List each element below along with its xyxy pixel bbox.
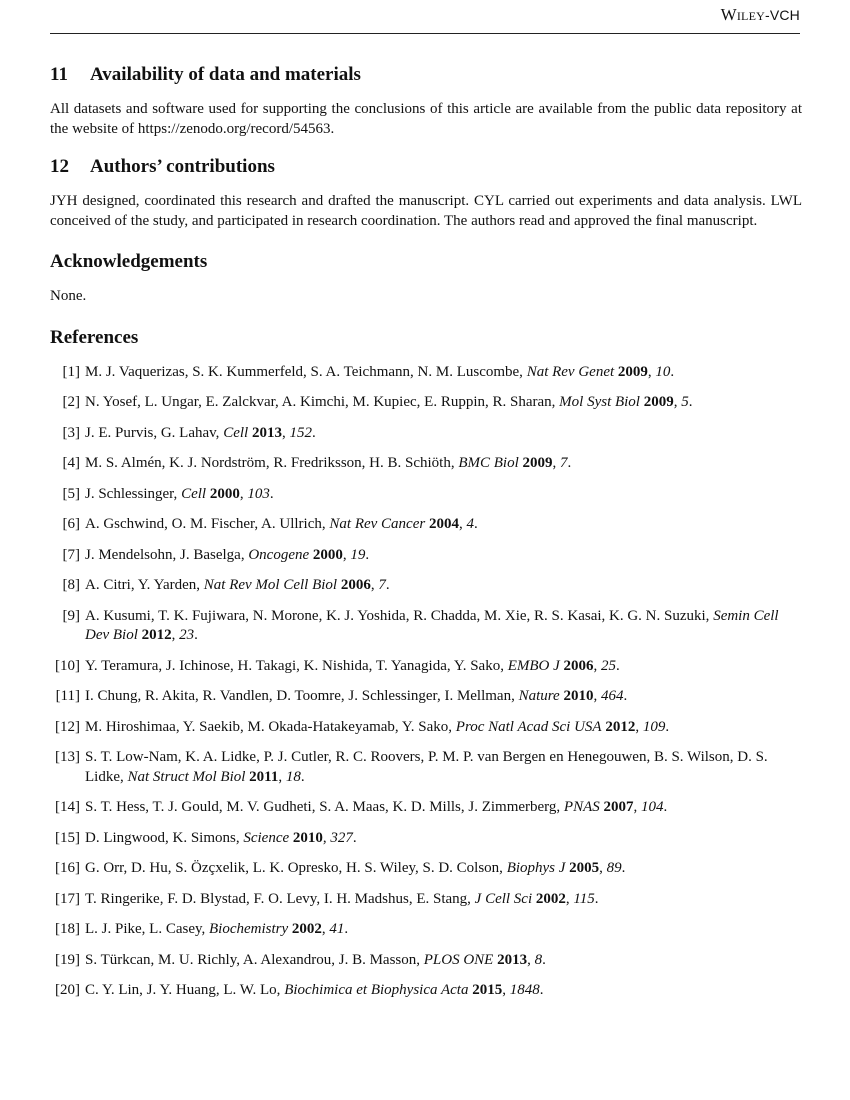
reference-item: [19] S. Türkcan, M. U. Richly, A. Alexandrou, J. B. Masson, PLOS ONE 2013, 8. [50, 951, 802, 971]
reference-year: 2013 [497, 951, 528, 968]
reference-journal: Biochemistry [209, 921, 289, 937]
reference-volume: 7 [378, 577, 386, 593]
reference-item: [16] G. Orr, D. Hu, S. Özçxelik, L. K. Opresko, H. S. Wiley, S. D. Colson, Biophys J 2005, 89. [50, 859, 802, 879]
reference-volume: 19 [350, 546, 366, 563]
reference-year: 2012 [141, 627, 172, 643]
reference-authors: M. J. Vaquerizas, S. K. Kummerfeld, S. A. Teichmann, N. M. Luscombe, [85, 363, 523, 380]
reference-journal: Semin Cell Dev Biol [85, 607, 779, 643]
reference-journal: J Cell Sci [474, 890, 533, 907]
reference-authors: G. Orr, D. Hu, S. Özçxelik, L. K. Opresko, H. S. Wiley, S. D. Colson, [85, 860, 503, 876]
reference-authors: Y. Teramura, J. Ichinose, H. Takagi, K. Nishida, T. Yanagida, Y. Sako, [85, 657, 504, 674]
reference-year: 2000 [312, 546, 343, 563]
reference-number: [5] [62, 485, 80, 502]
reference-volume: 5 [681, 394, 689, 410]
reference-journal: Biophys J [506, 860, 566, 876]
section-title: Authors’ contributions [90, 156, 275, 177]
reference-journal: Nature [518, 688, 560, 704]
reference-number: [10] [55, 657, 80, 674]
reference-item: [15] D. Lingwood, K. Simons, Science 2010, 327. [50, 829, 802, 849]
reference-authors: S. T. Low-Nam, K. A. Lidke, P. J. Cutler, R. C. Roovers, P. M. P. van Bergen en Henegouwen, B. S. Wilson, D. S. Lidke, [85, 749, 768, 785]
reference-number: [16] [55, 860, 80, 876]
reference-item: [11] I. Chung, R. Akita, R. Vandlen, D. Toomre, J. Schlessinger, I. Mellman, Nature 2010, 464. [50, 687, 802, 707]
reference-number: [20] [55, 982, 80, 998]
reference-year: 2009 [617, 363, 648, 380]
reference-year: 2002 [535, 890, 566, 907]
page-header [50, 0, 800, 34]
reference-item: [8] A. Citri, Y. Yarden, Nat Rev Mol Cell Biol 2006, 7. [50, 576, 802, 596]
reference-year: 2011 [249, 768, 279, 785]
reference-authors: S. Türkcan, M. U. Richly, A. Alexandrou, J. B. Masson, [85, 951, 420, 968]
reference-volume: 1848 [509, 982, 540, 998]
reference-authors: J. Schlessinger, [85, 485, 178, 502]
section-number: 11 [50, 64, 68, 85]
reference-journal: Cell [181, 485, 207, 502]
reference-item: [13] S. T. Low-Nam, K. A. Lidke, P. J. Cutler, R. C. Roovers, P. M. P. van Bergen en Henegouwen, B. S. Wilson, D. S. Lidke, Nat Struct Mol Biol 2011, 18. [50, 748, 802, 787]
reference-number: [17] [55, 890, 80, 907]
section-heading [50, 155, 802, 179]
reference-item: [18] L. J. Pike, L. Casey, Biochemistry 2002, 41. [50, 920, 802, 940]
reference-volume: 115 [573, 890, 595, 907]
reference-year: 2006 [563, 657, 594, 674]
reference-year: 2013 [251, 424, 282, 441]
reference-volume: 464 [600, 688, 624, 704]
reference-item: [10] Y. Teramura, J. Ichinose, H. Takagi, K. Nishida, T. Yanagida, Y. Sako, EMBO J 2006, 25. [50, 657, 802, 677]
section-title: Acknowledgements [50, 251, 208, 272]
reference-number: [15] [55, 829, 80, 846]
section-availability [50, 63, 802, 139]
reference-authors: A. Gschwind, O. M. Fischer, A. Ullrich, [85, 516, 326, 532]
reference-number: [11] [55, 688, 80, 704]
reference-volume: 18 [285, 768, 301, 785]
reference-authors: J. Mendelsohn, J. Baselga, [85, 546, 245, 563]
reference-number: [7] [62, 546, 80, 563]
section-text: None. [50, 288, 87, 304]
section-title: References [50, 326, 139, 348]
reference-volume: 8 [534, 951, 543, 968]
reference-year: 2010 [292, 829, 323, 846]
reference-year: 2006 [340, 577, 371, 593]
reference-item: [7] J. Mendelsohn, J. Baselga, Oncogene 2000, 19. [50, 546, 802, 566]
reference-journal: Nat Rev Genet [526, 363, 615, 380]
reference-number: [13] [55, 749, 80, 765]
reference-number: [4] [62, 455, 80, 471]
reference-journal: Biochimica et Biophysica Acta [284, 982, 469, 998]
reference-item: [12] M. Hiroshimaa, Y. Saekib, M. Okada-Hatakeyamab, Y. Sako, Proc Natl Acad Sci USA 2012, 109. [50, 718, 802, 738]
publisher-logo [721, 5, 800, 25]
reference-volume: 10 [655, 363, 671, 380]
reference-volume: 41 [329, 921, 345, 937]
reference-number: [2] [62, 394, 80, 410]
reference-authors: D. Lingwood, K. Simons, [85, 829, 240, 846]
reference-journal: Oncogene [248, 546, 310, 563]
reference-year: 2007 [603, 799, 634, 815]
reference-authors: C. Y. Lin, J. Y. Huang, L. W. Lo, [85, 982, 281, 998]
reference-authors: L. J. Pike, L. Casey, [85, 921, 206, 937]
reference-authors: M. S. Almén, K. J. Nordström, R. Fredriksson, H. B. Schiöth, [85, 455, 455, 471]
reference-year: 2015 [472, 982, 503, 998]
reference-list [50, 363, 802, 1001]
reference-year: 2005 [569, 860, 600, 876]
reference-item: [9] A. Kusumi, T. K. Fujiwara, N. Morone, K. J. Yoshida, R. Chadda, M. Xie, R. S. Kasai, K. G. N. Suzuki, Semin Cell Dev Biol 2012, 23. [50, 607, 802, 646]
reference-year: 2004 [428, 516, 459, 532]
reference-item: [3] J. E. Purvis, G. Lahav, Cell 2013, 152. [50, 424, 802, 444]
reference-journal: Nat Rev Mol Cell Biol [203, 577, 338, 593]
reference-journal: PNAS [563, 799, 600, 815]
reference-number: [8] [62, 577, 80, 593]
reference-volume: 4 [466, 516, 474, 532]
reference-number: [19] [55, 951, 80, 968]
reference-number: [3] [62, 424, 80, 441]
reference-volume: 89 [606, 860, 622, 876]
publisher-suffix: -VCH [764, 7, 800, 23]
reference-journal: PLOS ONE [423, 951, 494, 968]
reference-year: 2012 [605, 718, 636, 735]
section-text: JYH designed, coordinated this research and drafted the manuscript. CYL carried out experiments and data analysis. LWL conceived of the study, and participated in research coordination. The authors read and approved the final manuscript. [50, 193, 802, 229]
reference-journal: Nat Struct Mol Biol [127, 768, 246, 785]
reference-item: [5] J. Schlessinger, Cell 2000, 103. [50, 485, 802, 505]
reference-journal: BMC Biol [458, 455, 519, 471]
reference-authors: T. Ringerike, F. D. Blystad, F. O. Levy, I. H. Madshus, E. Stang, [85, 890, 471, 907]
reference-year: 2002 [291, 921, 322, 937]
reference-authors: J. E. Purvis, G. Lahav, [85, 424, 220, 441]
reference-authors: I. Chung, R. Akita, R. Vandlen, D. Toomre, J. Schlessinger, I. Mellman, [85, 688, 515, 704]
reference-number: [6] [62, 516, 80, 532]
section-heading [50, 63, 802, 87]
section-references [50, 326, 802, 1001]
reference-volume: 25 [601, 657, 617, 674]
reference-item: [17] T. Ringerike, F. D. Blystad, F. O. Levy, I. H. Madshus, E. Stang, J Cell Sci 2002, 115. [50, 890, 802, 910]
reference-item: [1] M. J. Vaquerizas, S. K. Kummerfeld, S. A. Teichmann, N. M. Luscombe, Nat Rev Genet 2009, 10. [50, 363, 802, 383]
reference-year: 2009 [522, 455, 553, 471]
reference-authors: N. Yosef, L. Ungar, E. Zalckvar, A. Kimchi, M. Kupiec, E. Ruppin, R. Sharan, [85, 394, 556, 410]
reference-year: 2000 [209, 485, 240, 502]
reference-year: 2010 [563, 688, 594, 704]
section-title: Availability of data and materials [90, 64, 361, 85]
reference-authors: A. Citri, Y. Yarden, [85, 577, 201, 593]
reference-volume: 152 [289, 424, 312, 441]
reference-number: [12] [55, 718, 80, 735]
reference-volume: 23 [179, 627, 195, 643]
section-number: 12 [50, 156, 69, 177]
reference-journal: Proc Natl Acad Sci USA [455, 718, 602, 735]
reference-number: [14] [55, 799, 80, 815]
reference-volume: 104 [641, 799, 664, 815]
reference-item: [2] N. Yosef, L. Ungar, E. Zalckvar, A. Kimchi, M. Kupiec, E. Ruppin, R. Sharan, Mol Syst Biol 2009, 5. [50, 393, 802, 413]
reference-item: [14] S. T. Hess, T. J. Gould, M. V. Gudheti, S. A. Maas, K. D. Mills, J. Zimmerberg, PNAS 2007, 104. [50, 798, 802, 818]
reference-volume: 109 [642, 718, 666, 735]
section-contributions [50, 155, 802, 231]
reference-year: 2009 [643, 394, 674, 410]
reference-volume: 7 [560, 455, 568, 471]
publisher-name: Wiley [720, 5, 765, 24]
section-acknowledgements [50, 250, 802, 307]
reference-number: [9] [62, 607, 80, 624]
reference-item: [20] C. Y. Lin, J. Y. Huang, L. W. Lo, Biochimica et Biophysica Acta 2015, 1848. [50, 981, 802, 1001]
reference-journal: Cell [223, 424, 249, 441]
reference-item: [6] A. Gschwind, O. M. Fischer, A. Ullrich, Nat Rev Cancer 2004, 4. [50, 515, 802, 535]
reference-volume: 327 [330, 829, 353, 846]
reference-journal: Nat Rev Cancer [329, 516, 426, 532]
page-body [50, 63, 802, 1012]
reference-item: [4] M. S. Almén, K. J. Nordström, R. Fredriksson, H. B. Schiöth, BMC Biol 2009, 7. [50, 454, 802, 474]
section-text: All datasets and software used for supporting the conclusions of this article are available from the public data repository at the website of https://zenodo.org/record/54563. [50, 101, 802, 137]
reference-number: [1] [62, 363, 80, 380]
reference-authors: S. T. Hess, T. J. Gould, M. V. Gudheti, S. A. Maas, K. D. Mills, J. Zimmerberg, [85, 799, 561, 815]
reference-volume: 103 [247, 485, 270, 502]
reference-journal: Mol Syst Biol [559, 394, 640, 410]
reference-journal: Science [243, 829, 290, 846]
reference-journal: EMBO J [507, 657, 560, 674]
reference-authors: M. Hiroshimaa, Y. Saekib, M. Okada-Hatakeyamab, Y. Sako, [85, 718, 453, 735]
reference-number: [18] [55, 921, 80, 937]
reference-authors: A. Kusumi, T. K. Fujiwara, N. Morone, K. J. Yoshida, R. Chadda, M. Xie, R. S. Kasai, K. G. N. Suzuki, [85, 607, 710, 624]
